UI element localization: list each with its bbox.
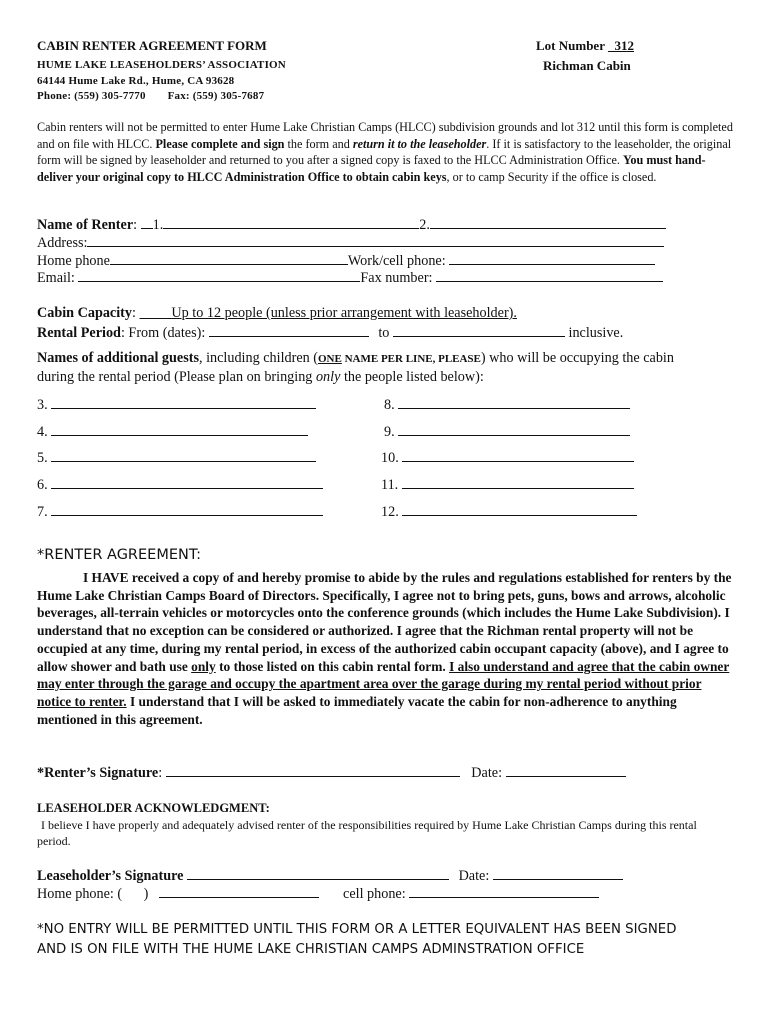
- leaseholder-signature-field[interactable]: [187, 867, 449, 880]
- work-phone-field[interactable]: [449, 252, 655, 265]
- leaseholder-date-field[interactable]: [493, 867, 623, 880]
- org-address: 64144 Hume Lake Rd., Hume, CA 93628: [37, 75, 235, 87]
- capacity-row: Cabin Capacity: Up to 12 people (unless prior arrangement with leaseholder).: [37, 305, 517, 321]
- capacity-value: Up to 12 people (unless prior arrangement with leaseholder).: [171, 305, 517, 321]
- guest-7-field[interactable]: [51, 503, 323, 516]
- leaseholder-cell-field[interactable]: [409, 885, 599, 898]
- guest-8-field[interactable]: [398, 396, 630, 409]
- guest-line: 10.: [381, 449, 634, 467]
- phone-row: Home phone Work/cell phone:: [37, 252, 655, 270]
- guests-instructions: Names of additional guests, including children (ONE NAME PER LINE, PLEASE) who will be occupying the cabin: [37, 350, 674, 366]
- guests-instructions-2: during the rental period (Please plan on bringing only the people listed below):: [37, 369, 484, 385]
- guest-line: 4.: [37, 423, 308, 441]
- renter-name-row: Name of Renter: 1. 2.: [37, 216, 666, 234]
- leaseholder-signature-row: Leaseholder’s Signature Date:: [37, 867, 623, 885]
- leaseholder-home-phone-field[interactable]: [159, 885, 319, 898]
- rental-from-field[interactable]: [209, 324, 369, 337]
- org-fax: Fax: (559) 305-7687: [167, 90, 265, 102]
- address-row: Address:: [37, 234, 664, 252]
- leaseholder-phone-row: Home phone: ( ) cell phone:: [37, 885, 599, 903]
- guest-line: 12.: [381, 503, 637, 521]
- guest-line: 7.: [37, 503, 323, 521]
- guest-12-field[interactable]: [402, 503, 637, 516]
- guest-line: 9.: [384, 423, 630, 441]
- renter-name-1-field[interactable]: [163, 216, 419, 229]
- org-phone: Phone: (559) 305-7770: [37, 90, 146, 102]
- agreement-heading: *RENTER AGREEMENT:: [37, 547, 202, 563]
- rental-to-field[interactable]: [393, 324, 565, 337]
- home-phone-field[interactable]: [110, 252, 348, 265]
- rental-period-row: Rental Period: From (dates): to inclusive.: [37, 325, 624, 341]
- org-name: HUME LAKE LEASEHOLDERS’ ASSOCIATION: [37, 59, 286, 71]
- renter-signature-field[interactable]: [166, 764, 460, 777]
- guest-5-field[interactable]: [51, 449, 316, 462]
- address-field[interactable]: [87, 234, 664, 247]
- email-row: Email: Fax number:: [37, 269, 663, 287]
- guest-line: 6.: [37, 476, 323, 494]
- renter-date-field[interactable]: [506, 764, 626, 777]
- form-title: CABIN RENTER AGREEMENT FORM: [37, 38, 267, 53]
- guest-line: 8.: [384, 396, 630, 414]
- lot-label: Lot Number: [536, 38, 605, 53]
- guest-6-field[interactable]: [51, 476, 323, 489]
- guest-10-field[interactable]: [402, 449, 634, 462]
- renter-name-2-field[interactable]: [430, 216, 666, 229]
- ack-title: LEASEHOLDER ACKNOWLEDGMENT:: [37, 801, 270, 815]
- guest-line: 5.: [37, 449, 316, 467]
- cabin-name: Richman Cabin: [543, 58, 631, 73]
- footer-notice-2: AND IS ON FILE WITH THE HUME LAKE CHRISTIAN CAMPS ADMINSTRATION OFFICE: [37, 942, 585, 957]
- ack-text: I believe I have properly and adequately advised renter of the responsibilities required by Hume Lake Christian Camps during this rental period.: [37, 818, 697, 848]
- lot-value: 312: [614, 38, 634, 53]
- email-field[interactable]: [78, 269, 360, 282]
- guest-line: 11.: [381, 476, 634, 494]
- renter-signature-row: *Renter’s Signature: Date:: [37, 764, 626, 782]
- fax-field[interactable]: [436, 269, 663, 282]
- lot-number: [536, 38, 634, 54]
- guest-3-field[interactable]: [51, 396, 316, 409]
- org-contact: [37, 90, 264, 102]
- guest-line: 3.: [37, 396, 316, 414]
- guest-4-field[interactable]: [51, 423, 308, 436]
- agreement-text: I HAVE received a copy of and hereby promise to abide by the rules and regulations established for renters by the Hume Lake Christian Camps Board of Directors. Specifically, I agree not to bring pets, guns, bows and arrows, alcoholic beverages, all-terrain vehicles or motorcycles onto the conference grounds (which includes the Hume Lake Subdivision). I understand that no exception can be considered or authorized. I agree that the Richman rental property will not be occupied at any time, during my rental period, in excess of the authorized cabin occupant capacity (above), and I agree to allow shower and bath use only to those listed on this cabin rental form. I also understand and agree that the cabin owner may enter through the garage and occupy the apartment area over the garage during my rental period without prior notice to renter. I understand that I will be asked to immediately vacate the cabin for non-adherence to anything mentioned in this agreement.: [37, 570, 732, 727]
- guest-11-field[interactable]: [402, 476, 634, 489]
- intro-paragraph: Cabin renters will not be permitted to enter Hume Lake Christian Camps (HLCC) subdivision grounds and lot 312 until this form is completed and on file with HLCC. Please complete and sign the form and return it to the leaseholder. If it is satisfactory to the leaseholder, the original form will be signed by leaseholder and returned to you after a signed copy is faxed to the HLCC Administration Office. You must hand-deliver your original copy to HLCC Administration Office to obtain cabin keys, or to camp Security if the office is closed.: [37, 120, 733, 184]
- footer-notice-1: *NO ENTRY WILL BE PERMITTED UNTIL THIS FORM OR A LETTER EQUIVALENT HAS BEEN SIGNED: [37, 922, 677, 937]
- guest-9-field[interactable]: [398, 423, 630, 436]
